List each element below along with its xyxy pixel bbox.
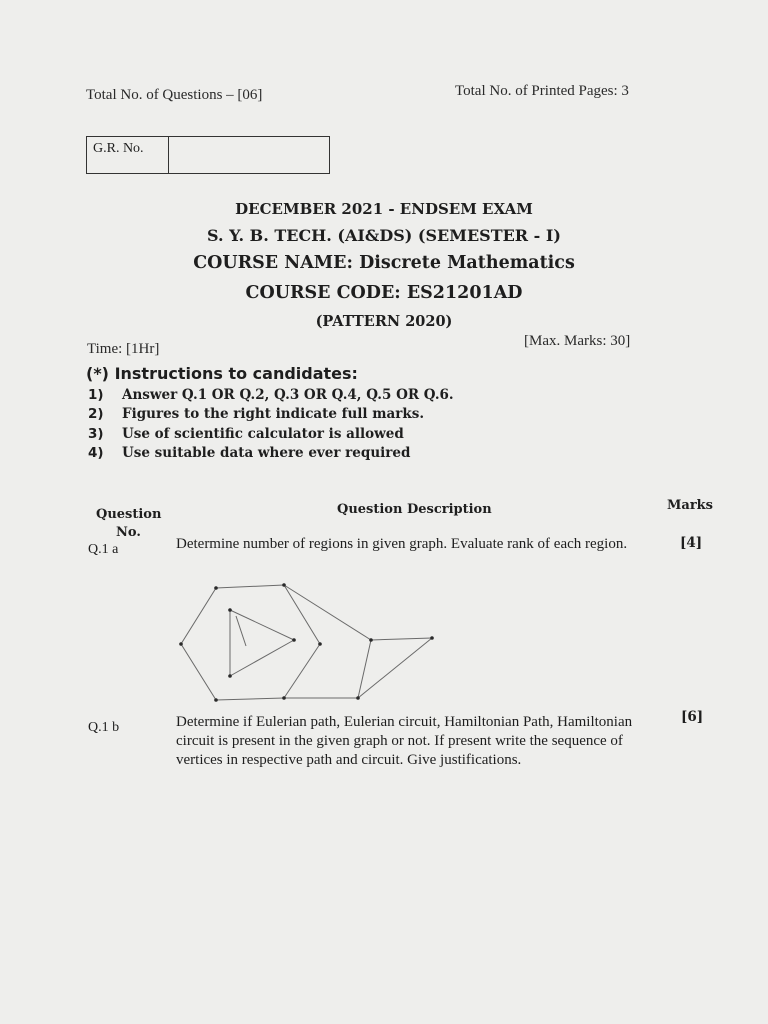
course-code: COURSE CODE: ES21201AD <box>245 283 523 303</box>
question-number: Q.1 b <box>88 720 120 735</box>
graph-vertex <box>369 638 373 642</box>
total-questions: Total No. of Questions – [06] <box>86 87 263 103</box>
instruction-number: 4) <box>88 445 104 461</box>
instructions-title: (*) Instructions to candidates: <box>86 364 358 383</box>
instruction-number: 3) <box>88 426 104 442</box>
exam-title: DECEMBER 2021 - ENDSEM EXAM <box>235 200 533 218</box>
marks-header: Marks <box>667 498 713 513</box>
planar-graph-figure <box>168 576 448 706</box>
graph-edge <box>371 638 432 640</box>
instruction-item <box>88 387 454 403</box>
question-text: Determine if Eulerian path, Eulerian circuit, Hamiltonian Path, Hamiltonian circuit is present in the given graph or not. If present write the sequence of vertices in respective path and circuit. Give justifications. <box>176 714 633 768</box>
graph-vertex <box>228 608 232 612</box>
instruction-item <box>88 426 404 442</box>
question-description-header: Question Description <box>337 502 492 517</box>
graph-edge <box>181 644 216 700</box>
instruction-number: 1) <box>88 387 104 403</box>
instruction-item <box>88 445 410 461</box>
instruction-text: Use suitable data where ever required <box>122 445 411 461</box>
graph-edge <box>284 644 320 698</box>
instruction-item <box>88 406 424 422</box>
graph-vertex <box>214 586 218 590</box>
program-title: S. Y. B. TECH. (AI&DS) (SEMESTER - I) <box>207 226 561 245</box>
graph-vertex <box>430 636 434 640</box>
graph-edge <box>216 585 284 588</box>
graph-vertex <box>292 638 296 642</box>
graph-edge <box>181 588 216 644</box>
graph-vertex <box>228 674 232 678</box>
gr-number-box <box>86 136 330 174</box>
graph-edge <box>284 585 320 644</box>
graph-edge <box>216 698 284 700</box>
question-number: Q.1 a <box>88 542 119 557</box>
course-name: COURSE NAME: Discrete Mathematics <box>193 253 575 273</box>
instruction-number: 2) <box>88 406 104 422</box>
gr-label: G.R. No. <box>87 137 169 173</box>
graph-vertex <box>282 583 286 587</box>
instruction-text: Answer Q.1 OR Q.2, Q.3 OR Q.4, Q.5 OR Q.6. <box>122 387 454 403</box>
graph-vertex <box>179 642 183 646</box>
graph-vertex <box>356 696 360 700</box>
graph-edge <box>230 640 294 676</box>
graph-vertex <box>318 642 322 646</box>
pattern: (PATTERN 2020) <box>315 313 453 330</box>
question-marks: [4] <box>680 535 703 551</box>
question-no-header-line2: No. <box>116 525 141 540</box>
graph-edge <box>236 616 246 646</box>
gr-value-field[interactable] <box>169 137 329 173</box>
instruction-text: Figures to the right indicate full marks. <box>122 406 425 422</box>
graph-vertex <box>214 698 218 702</box>
graph-vertex <box>282 696 286 700</box>
graph-edge <box>230 610 294 640</box>
graph-edge <box>284 585 371 640</box>
time-allowed: Time: [1Hr] <box>87 341 160 357</box>
question-marks: [6] <box>681 709 704 725</box>
question-no-header: Question <box>96 507 162 522</box>
total-printed-pages: Total No. of Printed Pages: 3 <box>455 83 629 99</box>
question-text: Determine number of regions in given graph. Evaluate rank of each region. <box>176 536 628 552</box>
instruction-text: Use of scientific calculator is allowed <box>122 426 404 442</box>
max-marks: [Max. Marks: 30] <box>524 333 631 349</box>
